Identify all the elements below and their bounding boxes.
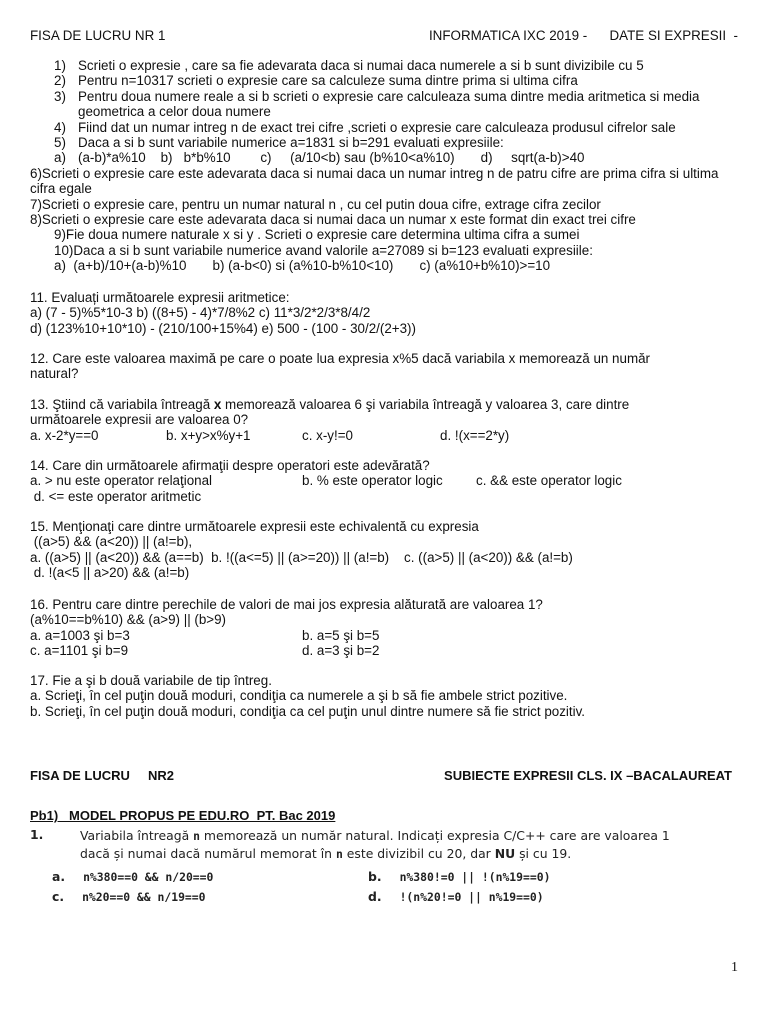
list-item: 2) Pentru n=10317 scrieti o expresie care sa calculeze suma dintre prima si ultima cifra (54, 73, 578, 89)
list-item: a) (a+b)/10+(a-b)%10 b) (a-b<0) si (a%10-b%10<10) c) (a%10+b%10)>=10 (54, 258, 551, 274)
section-header-2 (30, 768, 732, 783)
option-b: b. a=5 şi b=5 (302, 627, 380, 643)
list-item: 10)Daca a si b sunt variabile numerice avand valorile a=27089 si b=123 evaluati expresiile: (54, 242, 593, 258)
option-a: a. x-2*y==0 (30, 427, 99, 443)
option-d: d. <= este operator aritmetic (30, 488, 202, 504)
option-c: c. x-y!=0 (302, 427, 353, 443)
question-14: 14. Care din următoarele afirmaţii despre operatori este adevărată? a. > nu este operator relaţional b. % este operator logic c. && este operator logic d. <= este operator aritmetic (30, 458, 742, 504)
header2-right: SUBIECTE EXPRESII CLS. IX –BACALAUREAT (444, 768, 732, 783)
question-number: 1. (30, 827, 44, 842)
list-item: 9)Fie doua numere naturale x si y . Scrieti o expresie care determina ultima cifra a sumei (54, 227, 580, 243)
question-17: 17. Fie a şi b două variabile de tip întreg. a. Scrieţi, în cel puţin două moduri, condiţia ca numerele a şi b să fie ambele strict pozitive. b. Scrieţi, în cel puţin două moduri, condiţia ca cel puţin unul dintre numere să fie strict pozitiv. (30, 673, 585, 719)
option-c: c. n%20==0 && n/19==0 (52, 889, 206, 904)
list-item: 5) Daca a si b sunt variabile numerice a=1831 si b=291 evaluati expresiile: (54, 135, 504, 151)
question-15: 15. Menţionaţi care dintre următoarele expresii este echivalentă cu expresia ((a>5) && (a<20)) || (a!=b), a. ((a>5) || (a<20)) && (a==b) b. !((a<=5) || (a>=20)) || (a!=b) c. ((a>5) || (a<20)) && (a!=b) d. !(a<5 || a>20) && (a!=b) (30, 519, 573, 581)
list-item: a) (a-b)*a%10 b) b*b%10 c) (a/10<b) sau (b%10<a%10) d) sqrt(a-b)>40 (54, 150, 585, 166)
option-b: b. x+y>x%y+1 (166, 427, 251, 443)
header-left: FISA DE LUCRU NR 1 (30, 28, 166, 43)
question-11 (30, 290, 742, 336)
question-16: 16. Pentru care dintre perechile de valori de mai jos expresia alăturată are valoarea 1? (a%10==b%10) && (a>9) || (b>9) a. a=1003 şi b=3 b. a=5 şi b=5 c. a=1101 şi b=9 d. a=3 şi b=2 (30, 597, 543, 659)
list-item: 6)Scrieti o expresie care este adevarata daca si numai daca un numar intreg n de patru cifre are prima cifra si ultima cifra egale (30, 165, 719, 197)
option-d: d. a=3 şi b=2 (302, 643, 380, 659)
page-header (30, 28, 738, 44)
list-item: 1) Scrieti o expresie , care sa fie adevarata daca si numai daca numerele a si b sunt divizibile cu 5 (54, 58, 644, 73)
option-d: d. !(n%20!=0 || n%19==0) (368, 889, 544, 904)
option-a: a. > nu este operator relaţional (30, 473, 213, 489)
list-item: 3) Pentru doua numere reale a si b scrieti o expresie care calculeaza suma dintre media aritmetica si media geometrica a celor doua numere (54, 88, 700, 120)
header-right: INFORMATICA IXC 2019 - DATE SI EXPRESII - (428, 28, 738, 43)
question-13: 13. Ştiind că variabila întreagă x memorează valoarea 6 şi variabila întreagă y valoarea 3, care dintre următoarele expresii are valoarea 0? a. x-2*y==0 b. x+y>x%y+1 c. x-y!=0 d. !(x==2*y) (30, 397, 630, 443)
option-b: b. % este operator logic (302, 473, 443, 489)
problem-title: Pb1) MODEL PROPUS PE EDU.RO PT. Bac 2019 (30, 808, 336, 823)
option-c: c. a=1101 şi b=9 (30, 643, 129, 659)
question-text: Variabila întreagă n memorează un număr natural. Indicați expresia C/C++ care are valoarea 1 dacă și numai dacă numărul memorat în n este divizibil cu 20, dar NU și cu 19. (80, 828, 670, 861)
option-a: a. a=1003 şi b=3 (30, 627, 130, 643)
q11-line: d) (123%10+10*10) - (210/100+15%4) e) 500 - (100 - 30/2/(2+3)) (30, 320, 416, 336)
list-item: 4) Fiind dat un numar intreg n de exact trei cifre ,scrieti o expresie care calculeaza produsul cifrelor sale (54, 119, 676, 135)
option-a: a. n%380==0 && n/20==0 (52, 869, 214, 884)
q11-line: a) (7 - 5)%5*10-3 b) ((8+5) - 4)*7/8%2 c) 11*3/2*2/3*8/4/2 (30, 305, 371, 321)
page-number: 1 (731, 960, 738, 975)
exercise-list-1 (30, 58, 742, 274)
question-12: 12. Care este valoarea maximă pe care o poate lua expresia x%5 dacă variabila x memorează un număr natural? (30, 351, 651, 382)
list-item: 7)Scrieti o expresie care, pentru un numar natural n , cu cel putin doua cifre, extrage cifra zecilor (30, 196, 601, 212)
option-c: c. && este operator logic (476, 473, 622, 489)
header2-left: FISA DE LUCRU NR2 (30, 768, 174, 783)
q11-title: 11. Evaluați următoarele expresii aritmetice: (30, 290, 290, 305)
list-item: 8)Scrieti o expresie care este adevarata daca si numai daca un numar x este format din exact trei cifre (30, 212, 636, 228)
option-d: d. !(x==2*y) (440, 427, 510, 443)
option-b: b. n%380!=0 || !(n%19==0) (368, 869, 551, 884)
